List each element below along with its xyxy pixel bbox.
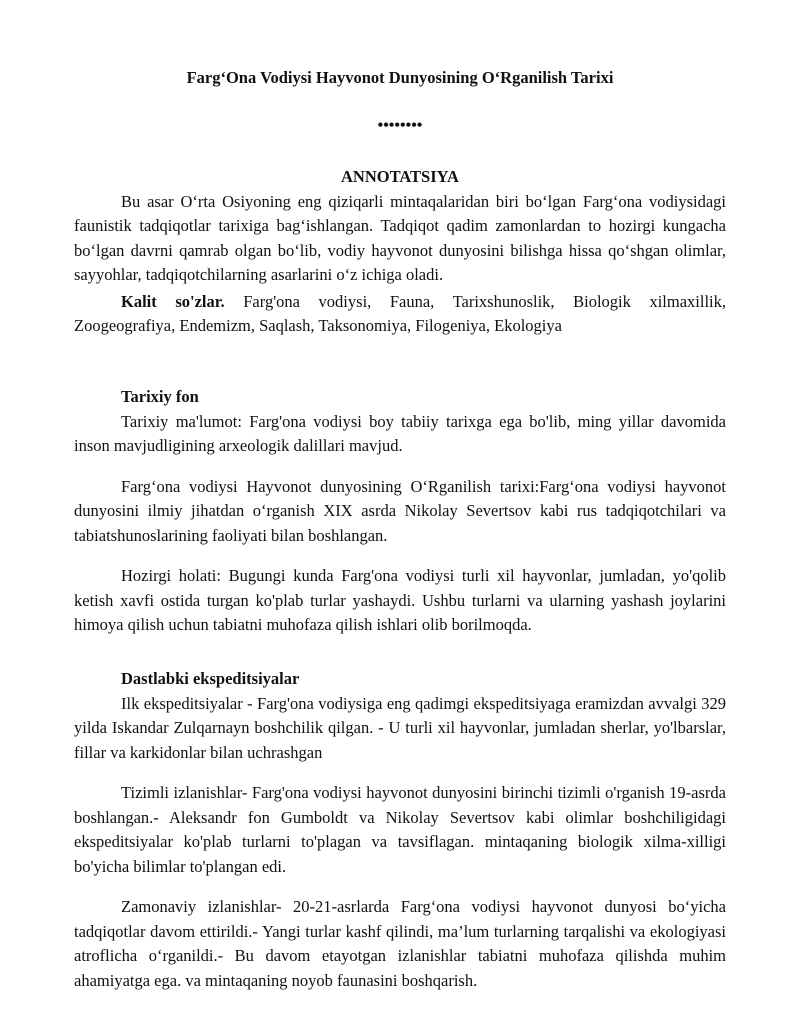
paragraph-study-history: Farg‘ona vodiysi Hayvonot dunyosining O‘Rganilish tarixi:Farg‘ona vodiysi hayvonot dunyosini ilmiy jihatdan o‘rganish XIX asrda Nikolay Severtsov kabi rus tadqiqotchilari va tabiatshunoslarining faoliyati bilan boshlangan. [74, 476, 726, 545]
paragraph-current-state: Hozirgi holati: Bugungi kunda Farg'ona vodiysi turli xil hayvonlar, jumladan, yo'qolib ketish xavfi ostida turgan ko'plab turlar yashaydi. Ushbu turlarni va ularning yashash joylarini himoya qilish uchun tabiatni muhofaza qilish ishlari olib borilmoqda. [74, 566, 726, 634]
section-heading-historical: Tarixiy fon [121, 387, 199, 406]
keywords-list: Farg'ona vodiysi, Fauna, Tarixshunoslik, Biologik xilmaxillik, Zoogeografiya, Endemizm, Saqlash, Taksonomiya, Filogeniya, Ekologiya [74, 291, 726, 335]
annotation-heading: ANNOTATSIYA [341, 167, 459, 186]
section-early-expeditions [74, 667, 726, 993]
paragraph-modern-research: Zamonaviy izlanishlar- 20-21-asrlarda Farg‘ona vodiysi hayvonot dunyosi bo‘yicha tadqiqotlar davom ettirildi.- Yangi turlar kashf qilindi, ma’lum turlarning tarqalishi va ekologiyasi atroflicha o‘rganildi.- Bu davom etayotgan izlanishlar tabiatni muhofaza qilishda muhim ahamiyatga ega. va mintaqaning noyob faunasini boshqarish. [74, 897, 726, 990]
paragraph-first-expeditions: Ilk ekspeditsiyalar - Farg'ona vodiysiga eng qadimgi ekspeditsiyaga eramizdan avvalgi 329 yilda Iskandar Zulqarnayn boshchilik qilgan. - U turli xil hayvonlar, jumladan sherlar, yo'lbarslar, fillar va karkidonlar bilan uchrashgan [74, 693, 726, 762]
annotation-section [74, 165, 726, 339]
paragraph-historical-info: Tarixiy ma'lumot: Farg'ona vodiysi boy tabiiy tarixga ega bo'lib, ming yillar davomida inson mavjudligining arxeologik dalillari mavjud. [74, 411, 726, 455]
document-title: Farg‘Ona Vodiysi Hayvonot Dunyosining O‘Rganilish Tarixi [186, 68, 614, 87]
title-separator: •••••••• [377, 117, 423, 134]
section-historical-background [74, 385, 726, 638]
section-heading-expeditions: Dastlabki ekspeditsiyalar [121, 669, 300, 688]
annotation-text: Bu asar O‘rta Osiyoning eng qiziqarli mintaqalaridan biri bo‘lgan Farg‘ona vodiysidagi faunistik tadqiqotlar tarixiga bag‘ishlangan. Tadqiqot qadim zamonlardan to hozirgi kungacha bo‘lgan davrni qamrab olgan bo‘lib, vodiy hayvonot dunyosini bilishga hissa qo‘shgan olimlar, sayyohlar, tadqiqotchilarning asarlarini o‘z ichiga oladi. [74, 191, 726, 284]
keywords-label: Kalit so'zlar. [121, 291, 225, 311]
keywords-paragraph [74, 290, 726, 339]
paragraph-systematic-research: Tizimli izlanishlar- Farg'ona vodiysi hayvonot dunyosini birinchi tizimli o'rganish 19-asrda boshlangan.- Aleksandr fon Gumboldt va Nikolay Severtsov kabi olimlar boshchiligidagi ekspeditsiyalar ko'plab turlarni to'plagan va tavsiflagan. mintaqaning biologik xilma-xilligi bo'yicha bilimlar to'plangan edi. [74, 783, 726, 876]
